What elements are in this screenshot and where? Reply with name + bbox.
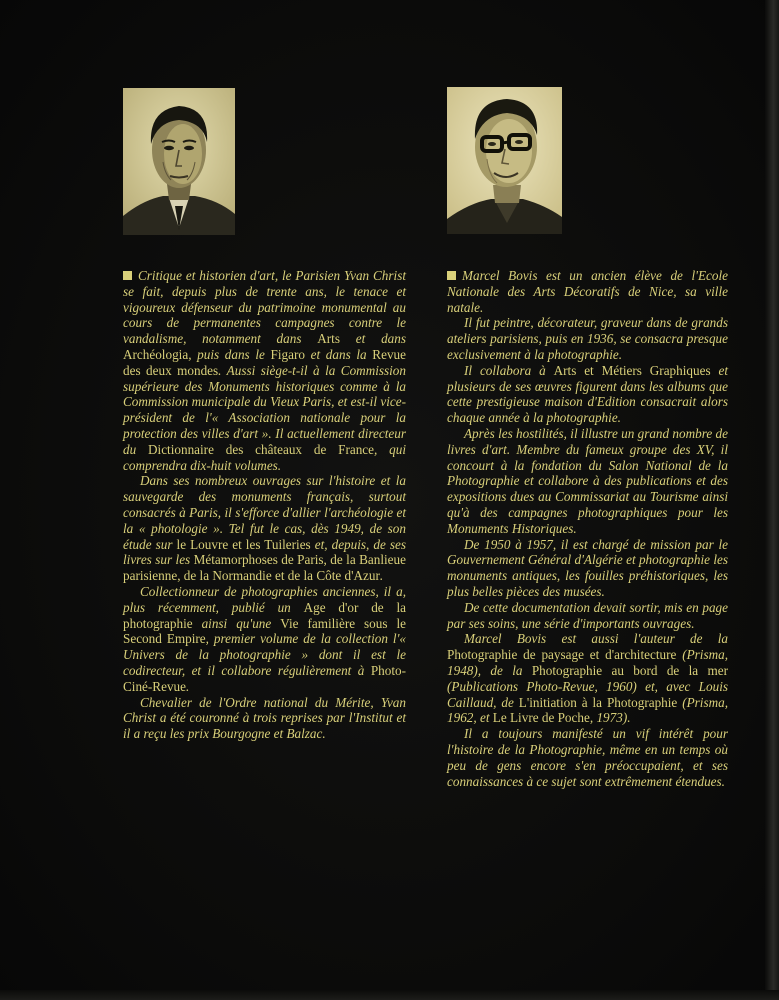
text-run: et dans [339, 331, 406, 347]
text-run: ainsi qu'une [192, 615, 281, 631]
text-run: le Louvre et les Tuileries [176, 536, 311, 552]
right-paragraph-7 [447, 631, 728, 726]
text-run: , puis dans le [188, 346, 271, 362]
text-run: Photo-Ciné-Revue [123, 662, 406, 694]
cover-edge-right [765, 0, 779, 1000]
text-run: Il collabora à [464, 362, 554, 378]
text-run: et plusieurs de ses œuvres figurent dans les albums que cette prestigieuse maison d'Edition consacrait alors chaque année à la photographie. [447, 362, 728, 426]
text-run: Dictionnaire des châteaux de France [148, 441, 375, 457]
text-run: Photographie au bord de la mer [531, 662, 728, 678]
left-paragraph-4 [123, 695, 406, 742]
right-paragraph-4 [447, 426, 728, 537]
right-paragraph-2 [447, 315, 728, 362]
biography-column-left [123, 268, 406, 742]
text-run: Arts et Métiers Graphiques [553, 362, 711, 378]
cover-edge-bottom [0, 990, 779, 1000]
text-run: Age d'or de la photographie [123, 599, 407, 631]
text-run: (Prisma, 1962, et [447, 694, 728, 726]
right-paragraph-5 [447, 537, 728, 600]
text-run: Figaro [270, 346, 305, 362]
text-run: Métamorphoses de Paris, de la Banlieue parisienne, de la Normandie et de la Côte d'Azur [123, 552, 406, 584]
left-paragraph-3 [123, 584, 406, 695]
portrait-right-image [447, 87, 562, 234]
text-run: Après les hostilités, il illustre un grand nombre de livres d'art. Membre du fameux groupe des XV, il concourt à la fondation du Salon National de la Photographie et collabore à des publications et des expositions dues au Commissariat au Tourisme ainsi qu'à des campagnes photographiques pour les Monuments Historiques. [447, 425, 728, 536]
left-paragraph-2 [123, 473, 406, 584]
text-run: Photographie de paysage et d'architecture [447, 647, 677, 663]
text-run: . [379, 568, 384, 584]
bullet-square-icon [123, 271, 132, 280]
right-paragraph-8 [447, 726, 728, 789]
text-run: , 1973). [589, 710, 631, 726]
text-run: Marcel Bovis est un ancien élève de l'Ecole Nationale des Arts Décoratifs de Nice, sa ville natale. [447, 268, 728, 315]
text-run: Dans ses nombreux ouvrages sur l'histoire et la sauvegarde des monuments français, surtout consacrés à Paris, il s'efforce d'allier l'archéologie et la « photologie ». Tel fut le cas, dès 1949, de son étude sur [123, 473, 406, 552]
text-run: . [186, 678, 190, 694]
text-run: De 1950 à 1957, il est chargé de mission par le Gouvernement Général d'Algérie et photographie les monuments antiques, les fouilles préhistoriques, les plus belles pièces des musées. [447, 536, 728, 599]
text-run: et dans la [304, 346, 373, 362]
text-run: Archéologia [123, 346, 189, 362]
text-run: (Prisma, 1948), de la [447, 647, 728, 678]
text-run: (Publications Photo-Revue, 1960) et, avec Louis Caillaud, de [447, 678, 728, 710]
text-run: Il a toujours manifesté un vif intérêt pour l'histoire de la Photographie, même en un temps où peu de gens encore s'en préoccupaient, et ses connaissances à ce sujet sont extrêmement étendues. [447, 726, 728, 789]
text-run: , premier volume de la collection l'« Univers de la photographie » dont il est le codirecteur, et il collabore régulièrement à [123, 631, 407, 678]
bullet-square-icon [447, 271, 456, 280]
right-paragraph-3 [447, 363, 728, 426]
portrait-left-image [123, 88, 235, 235]
text-run: Vie familière sous le Second Empire [123, 615, 407, 647]
text-run: Critique et historien d'art, le Parisien Yvan Christ se fait, depuis plus de trente ans, le tenace et vigoureux défenseur du patrimoine monumental au cours de permanentes campagnes contre le vandalisme, notamment dans [123, 268, 406, 347]
text-run: , qui comprendra dix-huit volumes. [123, 441, 406, 473]
text-run: Le Livre de Poche [492, 710, 590, 726]
right-paragraph-1 [447, 268, 728, 315]
biography-column-right [447, 268, 728, 789]
text-run: Chevalier de l'Ordre national du Mérite, Yvan Christ a été couronné à trois reprises par l'Institut et il a reçu les prix Bourgogne et Balzac. [123, 694, 406, 742]
text-run: Revue des deux mondes [123, 346, 406, 378]
text-run: Collectionneur de photographies anciennes, il a, plus récemment, publié un [123, 583, 406, 615]
text-run: et, depuis, de ses livres sur les [123, 536, 407, 568]
portrait-photo-right [447, 87, 562, 234]
right-paragraph-6 [447, 600, 728, 632]
text-run: Marcel Bovis est aussi l'auteur de la [464, 631, 728, 647]
text-run: Il fut peintre, décorateur, graveur dans de grands ateliers parisiens, puis en 1936, se consacra presque exclusivement à la photographie. [447, 315, 728, 362]
portrait-photo-left [123, 88, 235, 235]
text-run: L'initiation à la Photographie [518, 694, 678, 710]
text-run: . Aussi siège-t-il à la Commission supérieure des Monuments historiques comme à la Commission municipale du Vieux Paris, et est-il vice-président de l'« Association nationale pour la protection des villes d'art ». Il actuellement directeur du [123, 362, 406, 457]
text-run: Arts [317, 331, 340, 347]
text-run: De cette documentation devait sortir, mis en page par ses soins, une série d'importants ouvrages. [447, 599, 728, 631]
left-paragraph-1 [123, 268, 406, 473]
